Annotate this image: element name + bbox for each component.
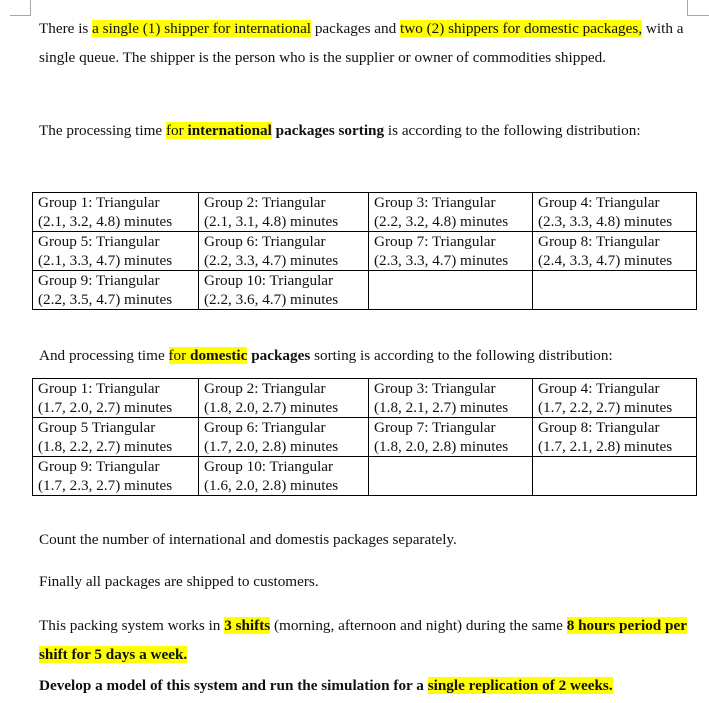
table-cell: [33, 457, 199, 496]
cell-parameters: (1.7, 2.1, 2.8) minutes: [538, 438, 673, 455]
table-cell: [533, 193, 697, 232]
cell-parameters: (1.8, 2.1, 2.7) minutes: [374, 399, 509, 416]
international-intro-paragraph: [39, 116, 699, 145]
cell-parameters: (2.3, 3.3, 4.7) minutes: [374, 252, 509, 269]
highlight-single-shipper: a single (1) shipper for international: [92, 20, 312, 37]
domestic-intro-text: sorting is according to the following distribution:: [310, 347, 613, 364]
cell-group-label: Group 9: Triangular: [38, 458, 160, 475]
cell-parameters: (2.1, 3.2, 4.8) minutes: [38, 213, 173, 230]
cell-group-label: Group 4: Triangular: [538, 380, 660, 397]
shifts-text: (morning, afternoon and night) during the same: [270, 617, 567, 634]
cell-parameters: (2.1, 3.3, 4.7) minutes: [38, 252, 173, 269]
table-row: [33, 418, 697, 457]
cell-parameters: (1.7, 2.2, 2.7) minutes: [538, 399, 673, 416]
cell-parameters: (2.2, 3.2, 4.8) minutes: [374, 213, 509, 230]
cell-parameters: (1.8, 2.0, 2.8) minutes: [374, 438, 509, 455]
highlight-two-shippers: two (2) shippers for domestic packages,: [400, 20, 643, 37]
table-cell: [369, 193, 533, 232]
cell-parameters: (1.7, 2.3, 2.7) minutes: [38, 477, 173, 494]
cell-parameters: (2.1, 3.1, 4.8) minutes: [204, 213, 339, 230]
table-cell: [199, 379, 369, 418]
table-row: [33, 271, 697, 310]
table-cell: [369, 271, 533, 310]
table-cell: [199, 457, 369, 496]
highlight-single-replication: single replication of 2 weeks.: [427, 677, 613, 694]
domestic-intro-paragraph: [39, 341, 699, 370]
international-intro-bold: packages sorting: [271, 122, 385, 139]
table-cell: [533, 232, 697, 271]
crop-mark-top-left: [10, 15, 31, 16]
domestic-intro-text: And processing time: [39, 347, 169, 364]
highlight-8-hours: 8 hours period per shift for 5 days a week.: [39, 617, 687, 663]
cell-parameters: (2.4, 3.3, 4.7) minutes: [538, 252, 673, 269]
international-intro-text: The processing time: [39, 122, 166, 139]
table-cell: [533, 418, 697, 457]
table-cell: [369, 232, 533, 271]
cell-parameters: (2.2, 3.3, 4.7) minutes: [204, 252, 339, 269]
cell-group-label: Group 1: Triangular: [38, 380, 160, 397]
cell-parameters: (2.2, 3.5, 4.7) minutes: [38, 291, 173, 308]
develop-paragraph: [39, 671, 699, 700]
domestic-distribution-table: [32, 378, 697, 496]
cell-group-label: Group 1: Triangular: [38, 194, 160, 211]
table-cell: [533, 457, 697, 496]
table-cell: [369, 418, 533, 457]
crop-mark-top-left: [30, 0, 31, 16]
international-intro-text: is according to the following distribution:: [384, 122, 641, 139]
cell-group-label: Group 8: Triangular: [538, 233, 660, 250]
cell-group-label: Group 2: Triangular: [204, 194, 326, 211]
table-cell: [33, 193, 199, 232]
cell-parameters: (1.7, 2.0, 2.8) minutes: [204, 438, 339, 455]
table-cell: [199, 193, 369, 232]
intro-text: packages and: [311, 20, 401, 37]
table-cell: [199, 232, 369, 271]
table-row: [33, 232, 697, 271]
highlight-for-domestic: [169, 347, 248, 364]
table-cell: [369, 379, 533, 418]
cell-parameters: (1.8, 2.0, 2.7) minutes: [204, 399, 339, 416]
shipped-paragraph: Finally all packages are shipped to customers.: [39, 573, 319, 590]
table-cell: [533, 379, 697, 418]
cell-group-label: Group 3: Triangular: [374, 194, 496, 211]
cell-parameters: (1.8, 2.2, 2.7) minutes: [38, 438, 173, 455]
international-distribution-table: [32, 192, 697, 310]
table-cell: [33, 271, 199, 310]
highlight-text: for: [168, 347, 191, 364]
table-cell: [33, 418, 199, 457]
cell-group-label: Group 9: Triangular: [38, 272, 160, 289]
cell-group-label: Group 10: Triangular: [204, 272, 334, 289]
cell-group-label: Group 6: Triangular: [204, 419, 326, 436]
intro-paragraph: [39, 14, 699, 72]
table-cell: [33, 379, 199, 418]
cell-parameters: (1.7, 2.0, 2.7) minutes: [38, 399, 173, 416]
highlight-for-international: [166, 122, 272, 139]
highlight-text: for: [165, 122, 188, 139]
table-cell: [199, 271, 369, 310]
cell-group-label: Group 2: Triangular: [204, 380, 326, 397]
intro-text: There is: [39, 20, 93, 37]
domestic-intro-bold: packages: [247, 347, 311, 364]
table-cell: [369, 457, 533, 496]
cell-group-label: Group 6: Triangular: [204, 233, 326, 250]
cell-parameters: (2.2, 3.6, 4.7) minutes: [204, 291, 339, 308]
cell-group-label: Group 3: Triangular: [374, 380, 496, 397]
shifts-paragraph: [39, 611, 699, 669]
cell-parameters: (1.6, 2.0, 2.8) minutes: [204, 477, 339, 494]
cell-group-label: Group 4: Triangular: [538, 194, 660, 211]
cell-parameters: (2.3, 3.3, 4.8) minutes: [538, 213, 673, 230]
highlight-bold-text: international: [187, 122, 272, 139]
cell-group-label: Group 8: Triangular: [538, 419, 660, 436]
cell-group-label: Group 10: Triangular: [204, 458, 334, 475]
highlight-bold-text: domestic: [190, 347, 248, 364]
table-row: [33, 379, 697, 418]
cell-group-label: Group 7: Triangular: [374, 419, 496, 436]
cell-group-label: Group 7: Triangular: [374, 233, 496, 250]
table-cell: [33, 232, 199, 271]
table-row: [33, 457, 697, 496]
shifts-text: This packing system works in: [39, 617, 225, 634]
intro-text: with a single queue. The shipper is the person who is the supplier or owner of commodities shipped.: [39, 20, 684, 66]
cell-group-label: Group 5: Triangular: [38, 233, 160, 250]
develop-text: Develop a model of this system and run the simulation for a: [39, 677, 428, 694]
highlight-3-shifts: 3 shifts: [224, 617, 271, 634]
count-paragraph: Count the number of international and domestis packages separately.: [39, 531, 457, 548]
table-row: [33, 193, 697, 232]
table-cell: [533, 271, 697, 310]
table-cell: [199, 418, 369, 457]
cell-group-label: Group 5 Triangular: [38, 419, 156, 436]
